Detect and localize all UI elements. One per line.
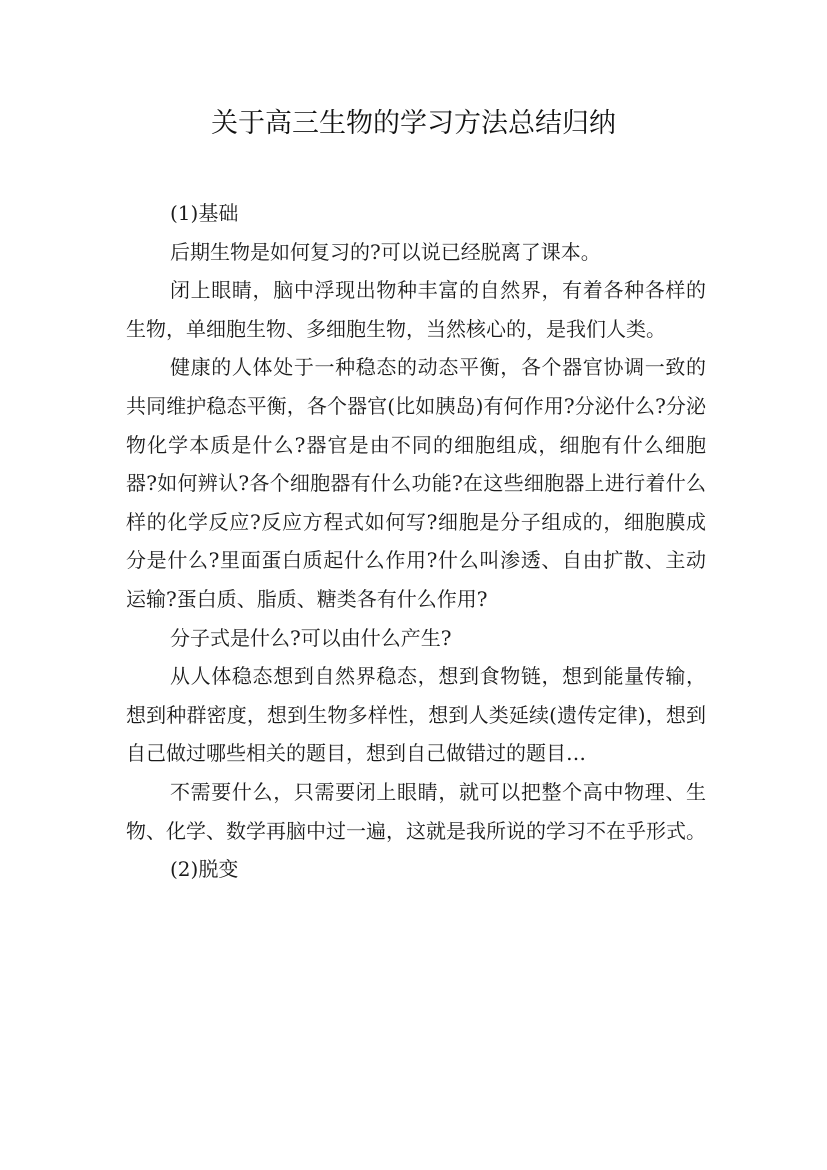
paragraph: 分子式是什么?可以由什么产生? <box>170 625 452 650</box>
paragraph: 从人体稳态想到自然界稳态，想到食物链，想到能量传输，想到种群密度，想到生物多样性，想到人类延续(遗传定律)，想到自己做过哪些相关的题目，想到自己做错过的题目… <box>126 664 706 766</box>
paragraph-heading-basics: (1)基础 <box>170 201 239 225</box>
paragraph: 闭上眼睛，脑中浮现出物种丰富的自然界，有着各种各样的生物，单细胞生物、多细胞生物，当然核心的，是我们人类。 <box>126 278 706 341</box>
paragraph: 健康的人体处于一种稳态的动态平衡，各个器官协调一致的共同维护稳态平衡，各个器官(比如胰岛)有何作用?分泌什么?分泌物化学本质是什么?器官是由不同的细胞组成，细胞有什么细胞器?如何辨认?各个细胞器有什么功能?在这些细胞器上进行着什么样的化学反应?反应方程式如何写?细胞是分子组成的，细胞膜成分是什么?里面蛋白质起什么作用?什么叫渗透、自由扩散、主动运输?蛋白质、脂质、糖类各有什么作用? <box>126 355 706 611</box>
document-body <box>126 194 706 889</box>
paragraph: 后期生物是如何复习的?可以说已经脱离了课本。 <box>170 239 601 264</box>
document-title: 关于高三生物的学习方法总结归纳 <box>211 108 616 139</box>
paragraph-heading-transformation: (2)脱变 <box>170 857 239 882</box>
paragraph: 不需要什么，只需要闭上眼睛，就可以把整个高中物理、生物、化学、数学再脑中过一遍，这就是我所说的学习不在乎形式。 <box>126 779 706 843</box>
